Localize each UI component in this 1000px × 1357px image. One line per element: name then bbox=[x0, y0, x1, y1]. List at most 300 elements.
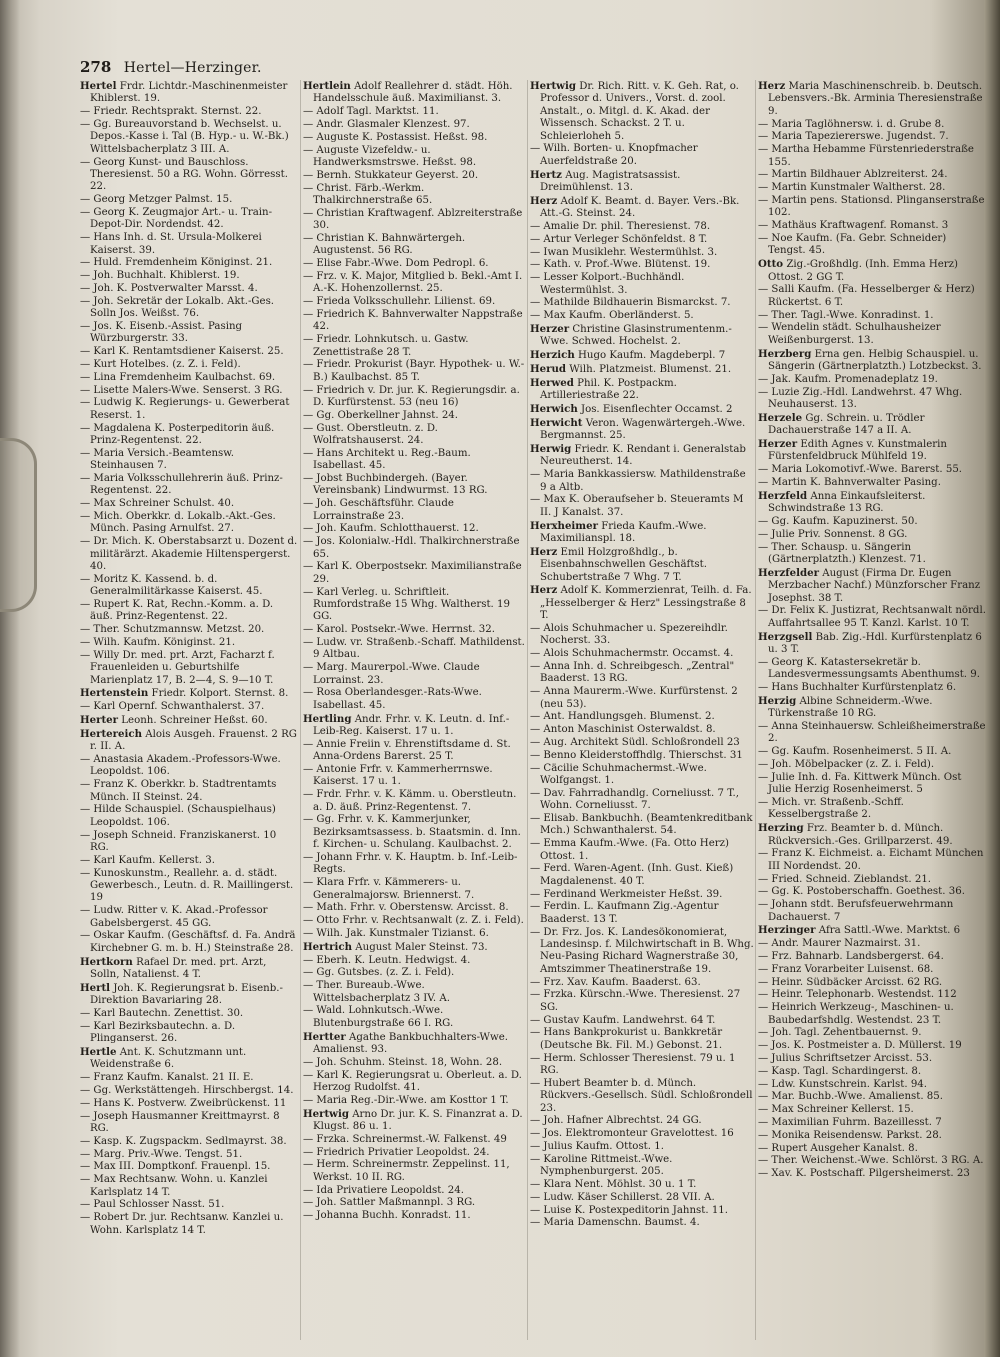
directory-entry bbox=[80, 1174, 298, 1199]
entry-text: — Willy Dr. med. prt. Arzt, Facharzt f. Frauenleiden u. Geburtshilfe Marienplatz 17, B. 2—4, S. 9—10 T. bbox=[80, 649, 275, 686]
directory-entry bbox=[80, 804, 298, 829]
directory-entry bbox=[530, 221, 754, 233]
directory-entry bbox=[80, 346, 298, 358]
entry-text: — Franz Kaufm. Kanalst. 21 II. E. bbox=[80, 1072, 254, 1084]
entry-text: Wilh. Platzmeist. Blumenst. 21. bbox=[569, 364, 732, 376]
entry-text: — Franz Vorarbeiter Luisenst. 68. bbox=[758, 963, 934, 975]
directory-entry bbox=[303, 561, 525, 586]
directory-entry bbox=[303, 271, 525, 296]
entry-text: — Iwan Musiklehr. Westermühlst. 3. bbox=[530, 246, 718, 258]
entry-text: Christine Glasinstrumentenm.-Wwe. Schwed. Hochelst. 2. bbox=[540, 324, 732, 348]
directory-entry bbox=[303, 955, 525, 967]
directory-entry bbox=[758, 822, 986, 848]
entry-text: — Max Kaufm. Oberländerst. 5. bbox=[530, 310, 694, 322]
directory-entry bbox=[303, 1108, 525, 1134]
entry-text: — Eberh. K. Leutn. Hedwigst. 4. bbox=[303, 954, 471, 966]
directory-entry bbox=[530, 813, 754, 838]
directory-entry bbox=[758, 374, 986, 386]
directory-entry bbox=[303, 145, 525, 170]
directory-entry bbox=[530, 889, 754, 901]
directory-entry bbox=[303, 789, 525, 814]
directory-entry bbox=[530, 1217, 754, 1229]
directory-entry bbox=[303, 334, 525, 359]
page-header bbox=[80, 58, 480, 76]
directory-entry bbox=[80, 1161, 298, 1173]
directory-entry bbox=[758, 144, 986, 169]
entry-text: — Karl Verleg. u. Schriftleit. Rumfordstraße 15 Whg. Waltherst. 19 GG. bbox=[303, 586, 510, 623]
entry-text: — Herm. Schreinermstr. Zeppelinst. 11, Werkst. 10 II. RG. bbox=[303, 1159, 510, 1183]
entry-text: — Frz. v. K. Major, Mitglied b. Bekl.-Amt I. A.-K. Hohenzollernst. 25. bbox=[303, 271, 523, 295]
entry-text: — Hilde Schauspiel. (Schauspielhaus) Leopoldst. 106. bbox=[80, 804, 276, 828]
directory-entry bbox=[303, 1095, 525, 1107]
entry-text: — Anna Steinhauersw. Schleißheimerstraße 2. bbox=[758, 721, 986, 745]
surname: Herzgsell bbox=[758, 630, 813, 643]
entry-text: — Klara Frfr. v. Kämmerers- u. Generalmajorsw. Briennerst. 7. bbox=[303, 877, 475, 901]
directory-entry bbox=[303, 1147, 525, 1159]
directory-entry bbox=[530, 297, 754, 309]
directory-entry bbox=[530, 724, 754, 736]
entry-text: — Gg. Kaufm. Kapuzinerst. 50. bbox=[758, 516, 918, 528]
entry-text: — Karl K. Rentamtsdiener Kaiserst. 25. bbox=[80, 346, 284, 358]
directory-entry bbox=[303, 1134, 525, 1146]
directory-entry bbox=[303, 80, 525, 106]
entry-text: — Johanna Buchh. Konradst. 11. bbox=[303, 1210, 471, 1222]
entry-text: — Georg Kunst- und Bauschloss. Theresienst. 50 a RG. Wohn. Görresst. 22. bbox=[80, 156, 288, 193]
directory-entry bbox=[303, 877, 525, 902]
directory-entry bbox=[530, 989, 754, 1014]
entry-text: — Friedr. Prokurist (Bayr. Hypothek- u. W.-B.) Kaulbachst. 85 T. bbox=[303, 359, 525, 383]
entry-text: Frdr. Lichtdr.-Maschinenmeister Khiblerst. 19. bbox=[90, 81, 288, 105]
surname: Herzich bbox=[530, 349, 575, 362]
entry-text: Aug. Magistratsassist. Dreimühlenst. 13. bbox=[540, 169, 681, 194]
directory-entry bbox=[80, 270, 298, 282]
entry-text: — Max K. Oberaufseher b. Steueramts M II. J Kanalst. 37. bbox=[530, 494, 744, 518]
directory-entry bbox=[530, 1053, 754, 1078]
entry-text: — Frz. Bahnarb. Landsbergerst. 64. bbox=[758, 951, 944, 963]
entry-text: — Marg. Priv.-Wwe. Tengst. 51. bbox=[80, 1148, 243, 1160]
directory-entry bbox=[303, 1031, 525, 1057]
directory-entry bbox=[303, 296, 525, 308]
entry-text: — Ther. Schutzmannsw. Metzst. 20. bbox=[80, 624, 265, 636]
directory-entry bbox=[758, 886, 986, 898]
directory-entry bbox=[80, 855, 298, 867]
directory-entry bbox=[758, 1066, 986, 1078]
entry-text: — Hans Inh. d. St. Ursula-Molkerei Kaiserst. 39. bbox=[80, 232, 262, 256]
directory-entry bbox=[80, 1149, 298, 1161]
column-1 bbox=[80, 80, 298, 1342]
directory-entry bbox=[80, 511, 298, 536]
directory-entry bbox=[80, 599, 298, 624]
entry-text: Frz. Beamter b. d. Münch. Rückversich.-Ges. Grillparzerst. 49. bbox=[768, 823, 953, 847]
directory-entry bbox=[303, 258, 525, 270]
directory-entry bbox=[80, 637, 298, 649]
directory-entry bbox=[80, 905, 298, 930]
entry-text: — Lisette Malers-Wwe. Senserst. 3 RG. bbox=[80, 384, 283, 396]
directory-entry bbox=[530, 247, 754, 259]
directory-entry bbox=[758, 542, 986, 567]
surname: Hertwig bbox=[530, 80, 576, 92]
directory-entry bbox=[530, 443, 754, 469]
entry-text: Frieda Kaufm.-Wwe. Maximilianspl. 18. bbox=[540, 520, 707, 545]
directory-entry bbox=[80, 232, 298, 257]
entry-text: — Gg. Oberkellner Jahnst. 24. bbox=[303, 409, 459, 421]
entry-text: — Frzka. Kürschn.-Wwe. Theresienst. 27 SG. bbox=[530, 989, 741, 1013]
entry-text: Anna Einkaufsleiterst. Schwindstraße 13 RG. bbox=[768, 490, 926, 515]
entry-text: — Christian Kraftwagenf. Ablzreiterstraße 30. bbox=[303, 207, 523, 232]
entry-text: — Jobst Buchbindergeh. (Bayer. Vereinsbank) Lindwurmst. 13 RG. bbox=[303, 473, 488, 497]
directory-entry bbox=[530, 520, 754, 546]
page-clip bbox=[0, 438, 37, 612]
directory-entry bbox=[530, 901, 754, 926]
entry-text: — Ida Privatiere Leopoldst. 24. bbox=[303, 1184, 464, 1196]
directory-entry bbox=[530, 1115, 754, 1127]
entry-text: — Franz K. Eichmeist. a. Eichamt München III Nordendst. 20. bbox=[758, 848, 984, 872]
entry-text: — Hans Bankprokurist u. Bankkretär (Deutsche Bk. Fil. M.) Gebonst. 21. bbox=[530, 1027, 723, 1051]
directory-entry bbox=[758, 1130, 986, 1142]
directory-entry bbox=[530, 1179, 754, 1191]
directory-entry bbox=[758, 119, 986, 131]
directory-entry bbox=[303, 498, 525, 523]
entry-text: — Frieda Volksschullehr. Lilienst. 69. bbox=[303, 296, 496, 308]
entry-text: — Anastasia Akadem.-Professors-Wwe. Leopoldst. 106. bbox=[80, 754, 281, 778]
entry-text: — Antonie Frfr. v. Kammerherrnswe. Kaiserst. 17 u. 1. bbox=[303, 764, 493, 788]
entry-text: Friedr. K. Rendant i. Generalstab Neureutherst. 14. bbox=[540, 444, 746, 468]
entry-text: — Mich. vr. Straßenb.-Schff. Kesselbergstraße 2. bbox=[758, 797, 904, 821]
page-edge-shadow bbox=[984, 0, 1000, 1357]
entry-text: — Hans Buchhalter Kurfürstenplatz 6. bbox=[758, 682, 957, 694]
entry-text: — Maximilian Fuhrm. Bazeillesst. 7 bbox=[758, 1117, 942, 1128]
entry-text: — Rupert Ausgeher Kanalst. 8. bbox=[758, 1142, 918, 1154]
column-rule bbox=[300, 80, 301, 1340]
entry-text: — Martin pens. Stationsd. Plinganserstraße 102. bbox=[758, 195, 985, 219]
entry-text: — Dr. Felix K. Justizrat, Rechtsanwalt nördl. Auffahrtsallee 95 T. Kanzl. Karlst. 10 T. bbox=[758, 605, 986, 629]
surname: Herwed bbox=[530, 376, 574, 389]
directory-entry bbox=[303, 941, 525, 954]
entry-text: — Ther. Schausp. u. Sängerin (Gärtnerplatzth.) Klenzest. 71. bbox=[758, 541, 926, 566]
entry-text: — Ant. Handlungsgeh. Blumenst. 2. bbox=[530, 711, 715, 723]
entry-text: — Joh. Sekretär der Lokalb. Akt.-Ges. Solln Jos. Weißst. 76. bbox=[80, 295, 275, 320]
directory-entry bbox=[530, 1205, 754, 1217]
directory-entry bbox=[80, 372, 298, 384]
entry-text: Alois Ausgeh. Frauenst. 2 RG r. II. A. bbox=[90, 728, 297, 753]
entry-text: — Ferd. Waren-Agent. (Inh. Gust. Kieß) Magdalenenst. 40 T. bbox=[530, 863, 734, 887]
directory-entry bbox=[758, 1155, 986, 1167]
entry-text: Adolf K. Beamt. d. Bayer. Vers.-Bk. Att.-G. Steinst. 24. bbox=[540, 195, 740, 220]
directory-entry bbox=[530, 763, 754, 788]
surname: Herz bbox=[530, 545, 558, 558]
entry-text: — Math. Frhr. v. Oberstensw. Arcisst. 8. bbox=[303, 902, 509, 914]
directory-entry bbox=[758, 938, 986, 950]
entry-text: Leonh. Schreiner Heßst. 60. bbox=[121, 715, 268, 727]
entry-text: — Ferdin. L. Kaufmann Zig.-Agentur Baaderst. 13 T. bbox=[530, 901, 719, 925]
directory-entry bbox=[530, 1027, 754, 1052]
entry-text: — Anna Maurerm.-Wwe. Kurfürstenst. 2 (neu 53). bbox=[530, 686, 738, 710]
directory-entry bbox=[80, 1111, 298, 1136]
directory-entry bbox=[530, 1141, 754, 1153]
directory-entry bbox=[530, 661, 754, 686]
entry-text: Albine Schneiderm.-Wwe. Türkenstraße 10 RG. bbox=[768, 695, 933, 720]
entry-text: — Karl Kaufm. Kellerst. 3. bbox=[80, 854, 215, 866]
directory-entry bbox=[758, 964, 986, 976]
entry-text: — Heinr. Telephonarb. Westendst. 112 bbox=[758, 989, 957, 1001]
entry-text: — Annie Freiin v. Ehrenstiftsdame d. St. Anna-Ordens Barerst. 25 T. bbox=[303, 738, 511, 763]
entry-text: — Mathilde Bildhauerin Bismarckst. 7. bbox=[530, 297, 731, 309]
entry-text: — Maria Versich.-Beamtensw. Steinhausen 7. bbox=[80, 447, 235, 472]
entry-text: — Frdr. Frhr. v. K. Kämm. u. Oberstleutn. a. D. äuß. Prinz-Regentenst. 7. bbox=[303, 789, 517, 813]
entry-text: — Friedr. Rechtsprakt. Sternst. 22. bbox=[80, 106, 262, 118]
entry-text: — Andr. Maurer Nazmairst. 31. bbox=[758, 938, 921, 950]
surname: Herz bbox=[530, 584, 558, 597]
surname: Herz bbox=[530, 194, 558, 207]
directory-entry bbox=[80, 359, 298, 371]
book-binding-shadow bbox=[0, 0, 20, 1357]
entry-text: — Martha Hebamme Fürstenriederstraße 155. bbox=[758, 144, 974, 168]
directory-entry bbox=[80, 536, 298, 573]
directory-entry bbox=[303, 1197, 525, 1209]
directory-entry bbox=[303, 448, 525, 473]
entry-text: — Christian K. Bahnwärtergeh. Augustenst. 56 RG. bbox=[303, 233, 466, 257]
entry-text: Andr. Frhr. v. K. Leutn. d. Inf.-Leib-Reg. Kaiserst. 17 u. 1. bbox=[313, 713, 510, 738]
surname: Herwicht bbox=[530, 416, 583, 429]
directory-entry bbox=[530, 686, 754, 711]
directory-entry bbox=[758, 899, 986, 924]
entry-text: — Joh. Sattler Maßmannpl. 3 RG. bbox=[303, 1197, 476, 1209]
entry-text: — Salli Kaufm. (Fa. Hesselberger & Herz) Rückertst. 6 T. bbox=[758, 284, 975, 308]
directory-entry bbox=[530, 788, 754, 813]
entry-text: Agathe Bankbuchhalters-Wwe. Amalienst. 93. bbox=[313, 1031, 508, 1056]
directory-entry bbox=[80, 296, 298, 321]
directory-entry bbox=[303, 980, 525, 1005]
directory-entry bbox=[303, 1057, 525, 1069]
directory-entry bbox=[303, 183, 525, 208]
directory-entry bbox=[303, 1070, 525, 1095]
entry-text: — Kath. v. Prof.-Wwe. Blütenst. 19. bbox=[530, 259, 711, 271]
entry-text: — Rupert K. Rat, Rechn.-Komm. a. D. äuß. Prinz-Regentenst. 22. bbox=[80, 599, 274, 623]
directory-entry bbox=[80, 1199, 298, 1211]
directory-entry bbox=[530, 349, 754, 362]
directory-entry bbox=[80, 321, 298, 346]
directory-entry bbox=[80, 385, 298, 397]
directory-entry bbox=[758, 1143, 986, 1155]
directory-entry bbox=[80, 397, 298, 422]
entry-text: — Joseph Schneid. Franziskanerst. 10 RG. bbox=[80, 829, 277, 854]
directory-entry bbox=[758, 464, 986, 476]
entry-text: Maria Maschinenschreib. b. Deutsch. Lebensvers.-Bk. Arminia Theresienstraße 9. bbox=[768, 81, 983, 117]
directory-entry bbox=[758, 1079, 986, 1091]
entry-text: — Martin Bildhauer Ablzreiterst. 24. bbox=[758, 169, 948, 181]
entry-text: — Julie Inh. d. Fa. Kittwerk Münch. Ost Julie Herzig Rosenheimerst. 5 bbox=[758, 771, 962, 796]
entry-text: — Joh. Kaufm. Schlotthauerst. 12. bbox=[303, 523, 479, 535]
directory-entry bbox=[303, 687, 525, 712]
directory-entry bbox=[530, 363, 754, 376]
directory-entry bbox=[80, 1072, 298, 1084]
entry-text: — Max Schreiner Kellerst. 15. bbox=[758, 1104, 914, 1116]
directory-entry bbox=[303, 624, 525, 636]
entry-text: — Elisab. Bankbuchh. (Beamtenkreditbank Mch.) Schwanthalerst. 54. bbox=[530, 813, 753, 837]
directory-entry bbox=[758, 746, 986, 758]
entry-text: — Hans K. Postverw. Zweibrückenst. 11 bbox=[80, 1097, 287, 1109]
entry-text: — Joh. K. Postverwalter Marsst. 4. bbox=[80, 283, 258, 295]
directory-entry bbox=[80, 473, 298, 498]
surname: Herwich bbox=[530, 403, 578, 416]
entry-text: — Ludw. vr. Straßenb.-Schaff. Mathildenst. 9 Altbau. bbox=[303, 637, 525, 661]
directory-entry bbox=[80, 714, 298, 727]
directory-entry bbox=[758, 387, 986, 412]
directory-entry bbox=[530, 259, 754, 271]
entry-text: — Max Schreiner Schulst. 40. bbox=[80, 498, 235, 510]
entry-text: — Ludwig K. Regierungs- u. Gewerberat Reserst. 1. bbox=[80, 397, 290, 421]
surname: Herzfeld bbox=[758, 489, 808, 502]
entry-text: — Karl Bautechn. Zenettist. 30. bbox=[80, 1008, 244, 1020]
entry-text: — Mar. Buchb.-Wwe. Amalienst. 85. bbox=[758, 1091, 944, 1103]
directory-entry bbox=[758, 233, 986, 258]
directory-entry bbox=[303, 852, 525, 877]
entry-text: — Johann Frhr. v. K. Hauptm. b. Inf.-Leib-Regts. bbox=[303, 852, 518, 876]
directory-entry bbox=[530, 417, 754, 443]
directory-entry bbox=[758, 605, 986, 630]
entry-text: — Julius Kaufm. Ottost. 1. bbox=[530, 1141, 664, 1153]
entry-text: — Ther. Tagl.-Wwe. Konradinst. 1. bbox=[758, 309, 934, 321]
entry-text: — Ther. Weichenst.-Wwe. Schlörst. 3 RG. A. bbox=[758, 1155, 984, 1167]
surname: Hertz bbox=[530, 168, 562, 181]
surname: Herzinger bbox=[758, 924, 816, 937]
entry-text: — Ferdinand Werkmeister Heßst. 39. bbox=[530, 888, 723, 900]
directory-entry bbox=[530, 1015, 754, 1027]
entry-text: — Gust. Oberstleutn. z. D. Wolfratshauserst. 24. bbox=[303, 422, 438, 447]
entry-text: — Auguste K. Postassist. Heßst. 98. bbox=[303, 131, 488, 143]
directory-entry bbox=[303, 170, 525, 182]
directory-entry bbox=[303, 106, 525, 118]
entry-text: — Maria Volksschullehrerin äuß. Prinz-Regentenst. 22. bbox=[80, 473, 283, 497]
directory-entry bbox=[303, 713, 525, 739]
directory-entry bbox=[758, 1117, 986, 1129]
surname: Herz bbox=[758, 80, 786, 92]
entry-text: — Wendelin städt. Schulhausheizer Weißenburgerst. 13. bbox=[758, 322, 941, 346]
entry-text: — Martin K. Bahnverwalter Pasing. bbox=[758, 477, 941, 489]
directory-entry bbox=[303, 739, 525, 764]
entry-text: — Ludw. Käser Schillerst. 28 VII. A. bbox=[530, 1191, 715, 1203]
entry-text: — Magdalena K. Posterpeditorin äuß. Prinz-Regentenst. 22. bbox=[80, 422, 275, 447]
entry-text: — Noe Kaufm. (Fa. Gebr. Schneider) Tengst. 45. bbox=[758, 233, 947, 257]
directory-entry bbox=[758, 348, 986, 374]
directory-entry bbox=[758, 721, 986, 746]
entry-text: — Monika Reisendensw. Parkst. 28. bbox=[758, 1129, 942, 1141]
entry-text: — Maria Bankkassiersw. Mathildenstraße 9 a Altb. bbox=[530, 469, 746, 493]
surname: Herzig bbox=[758, 694, 797, 707]
directory-entry bbox=[303, 1185, 525, 1197]
directory-entry bbox=[758, 490, 986, 516]
entry-text: — Ludw. Ritter v. K. Akad.-Professor Gabelsbergerst. 45 GG. bbox=[80, 905, 268, 929]
directory-entry bbox=[303, 1005, 525, 1030]
directory-entry bbox=[758, 977, 986, 989]
entry-text: — Fried. Schneid. Zieblandst. 21. bbox=[758, 873, 932, 885]
entry-text: — Alois Schuhmachermstr. Occamst. 4. bbox=[530, 648, 734, 660]
directory-entry bbox=[530, 737, 754, 749]
entry-text: — Lina Fremdenheim Kaulbachst. 69. bbox=[80, 371, 276, 383]
directory-entry bbox=[80, 448, 298, 473]
surname: Herzing bbox=[758, 822, 804, 835]
directory-entry bbox=[303, 536, 525, 561]
directory-entry bbox=[303, 385, 525, 410]
directory-entry bbox=[530, 584, 754, 622]
entry-text: Dr. Rich. Ritt. v. K. Geh. Rat, o. Professor d. Univers., Vorst. d. zool. Anstalt., o. Mitgl. d. K. Akad. der Wissensch. Schackst. 2 T. u. Schleierloheh 5. bbox=[540, 81, 739, 142]
entry-text: — Jos. K. Postmeister a. D. Müllerst. 19 bbox=[758, 1040, 962, 1052]
entry-text: — Lesser Kolport.-Buchhändl. Westermühlst. 3. bbox=[530, 272, 685, 296]
directory-entry bbox=[80, 157, 298, 194]
entry-text: — Joh. Tagl. Zehentbauernst. 9. bbox=[758, 1027, 922, 1039]
directory-entry bbox=[758, 695, 986, 721]
directory-entry bbox=[80, 1046, 298, 1072]
entry-text: — Andr. Glasmaler Klenzest. 97. bbox=[303, 119, 470, 130]
entry-text: August (Firma Dr. Eugen Merzbacher Nachf.) Münzforscher Franz Josephst. 38 T. bbox=[768, 567, 981, 604]
entry-text: — Maria Damenschn. Baumst. 4. bbox=[530, 1217, 700, 1229]
entry-text: — Wilh. Borten- u. Knopfmacher Auerfeldstraße 20. bbox=[530, 143, 698, 167]
entry-text: — Hans Architekt u. Reg.-Baum. Isabellast. 45. bbox=[303, 447, 471, 472]
directory-entry bbox=[303, 309, 525, 334]
directory-entry bbox=[80, 1212, 298, 1237]
entry-text: Emil Holzgroßhdlg., b. Eisenbahnschwellen Geschäftst. Schubertstraße 7 Whg. 7 T. bbox=[540, 546, 707, 583]
entry-text: — Joh. Geschäftsführ. Claude Lorrainstraße 23. bbox=[303, 498, 454, 522]
directory-entry bbox=[758, 874, 986, 886]
entry-text: — Jos. Elektromonteur Gravelottest. 16 bbox=[530, 1128, 734, 1140]
entry-text: — Friedr. Lohnkutsch. u. Gastw. Zenettistraße 28 T. bbox=[303, 334, 469, 358]
entry-text: — Oskar Kaufm. (Geschäftsf. d. Fa. Andrä Kirchebner G. m. b. H.) Steinstraße 28. bbox=[80, 930, 296, 954]
directory-entry bbox=[80, 1136, 298, 1148]
entry-text: — Anna Inh. d. Schreibgesch. „Zentral" Baaderst. 13 RG. bbox=[530, 661, 735, 685]
directory-entry bbox=[758, 1002, 986, 1027]
directory-entry bbox=[530, 377, 754, 403]
surname: Hertereich bbox=[80, 727, 142, 740]
directory-entry bbox=[758, 1091, 986, 1103]
entry-text: — Johann stdt. Berufsfeuerwehrmann Dachauerst. 7 bbox=[758, 899, 954, 923]
directory-entry bbox=[80, 194, 298, 206]
directory-entry bbox=[303, 208, 525, 233]
entry-text: — Jos. K. Eisenb.-Assist. Pasing Würzburgerstr. 33. bbox=[80, 321, 243, 345]
entry-text: — Kasp. Tagl. Schardingerst. 8. bbox=[758, 1065, 922, 1077]
directory-entry bbox=[530, 977, 754, 989]
directory-entry bbox=[758, 516, 986, 528]
entry-text: — Max III. Domptkonf. Frauenpl. 15. bbox=[80, 1161, 271, 1173]
directory-entry bbox=[80, 930, 298, 955]
entry-text: Joh. K. Regierungsrat b. Eisenb.-Direktion Bavariaring 28. bbox=[90, 982, 283, 1007]
directory-entry bbox=[303, 662, 525, 687]
directory-entry bbox=[530, 1128, 754, 1140]
directory-entry bbox=[80, 423, 298, 448]
directory-entry bbox=[530, 750, 754, 762]
entry-text: — Gg. Werkstättengeh. Hirschbergst. 14. bbox=[80, 1085, 294, 1097]
entry-text: — Dr. Frz. Jos. K. Landesökonomierat, Landesinsp. f. Milchwirtschaft in B. Whg. Neu-Pasing Richard Wagnerstraße 30, Amtszimmer Theatinerstraße 19. bbox=[530, 926, 754, 975]
directory-entry bbox=[758, 1168, 986, 1180]
directory-entry bbox=[758, 657, 986, 682]
entry-text: Adolf K. Kommerzienrat, Teilh. d. Fa. „Hesselberger & Herz" Lessingstraße 8 T. bbox=[540, 585, 752, 622]
directory-entry bbox=[758, 131, 986, 143]
directory-entry bbox=[758, 682, 986, 694]
entry-text: — Wilh. Jak. Kunstmaler Tizianst. 6. bbox=[303, 928, 489, 940]
directory-entry bbox=[303, 423, 525, 448]
entry-text: — Artur Verleger Schönfeldst. 8 T. bbox=[530, 233, 708, 245]
directory-entry bbox=[80, 119, 298, 156]
directory-entry bbox=[758, 989, 986, 1001]
entry-text: — Joseph Hausmanner Kreittmayrst. 8 RG. bbox=[80, 1110, 280, 1135]
directory-entry bbox=[758, 412, 986, 438]
entry-text: Afra Sattl.-Wwe. Marktst. 6 bbox=[818, 925, 961, 937]
entry-text: Veron. Wagenwärtergeh.-Wwe. Bergmannst. 25. bbox=[540, 417, 746, 442]
running-title: Hertel—Herzinger. bbox=[123, 60, 262, 76]
surname: Herwig bbox=[530, 443, 572, 456]
entry-text: — Karl K. Regierungsrat u. Oberleut. a. D. Herzog Rudolfst. 41. bbox=[303, 1069, 522, 1094]
entry-text: — Herm. Schlosser Theresienst. 79 u. 1 RG. bbox=[530, 1052, 736, 1077]
directory-entry bbox=[80, 701, 298, 713]
